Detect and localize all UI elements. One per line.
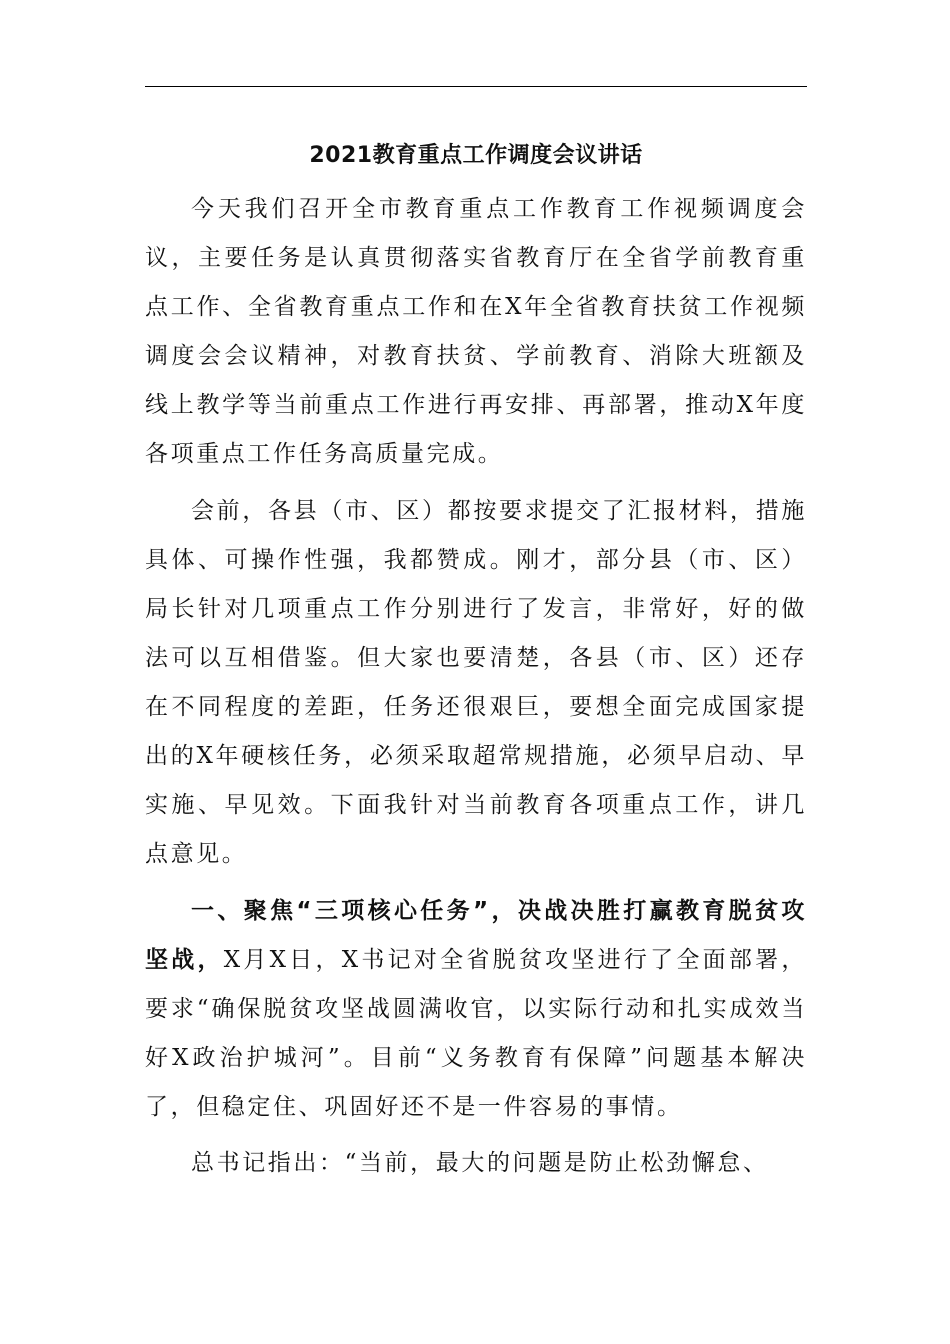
paragraph-3 [145,887,807,1132]
paragraph-4-block [145,1139,807,1188]
paragraph-2-block [145,487,807,879]
paragraph-3-block [145,887,807,1132]
document-title: 2021教育重点工作调度会议讲话 [309,143,643,168]
paragraph-4: 总书记指出：“当前，最大的问题是防止松劲懈怠、 [191,1150,769,1176]
paragraph-1: 今天我们召开全市教育重点工作教育工作视频调度会议，主要任务是认真贯彻落实省教育厅在全省学前教育重点工作、全省教育重点工作和在X年全省教育扶贫工作视频调度会会议精神，对教育扶贫、学前教育、消除大班额及线上教学等当前重点工作进行再安排、再部署，推动X年度各项重点工作任务高质量完成。 [145,196,807,467]
paragraph-1-block [145,185,807,479]
paragraph-2: 会前，各县（市、区）都按要求提交了汇报材料，措施具体、可操作性强，我都赞成。刚才，部分县（市、区）局长针对几项重点工作分别进行了发言，非常好，好的做法可以互相借鉴。但大家也要清楚，各县（市、区）还存在不同程度的差距，任务还很艰巨，要想全面完成国家提出的X年硬核任务，必须采取超常规措施，必须早启动、早实施、早见效。下面我针对当前教育各项重点工作，讲几点意见。 [145,498,807,867]
paragraph-3-body: X月X日，X书记对全省脱贫攻坚进行了全面部署，要求“确保脱贫攻坚战圆满收官，以实际行动和扎实成效当好X政治护城河”。目前“义务教育有保障”问题基本解决了，但稳定住、巩固好还不是一件容易的事情。 [145,947,808,1120]
header-rule [145,86,807,87]
section-heading-1: 一、聚焦“三项核心任务”，决战决胜打赢教育脱贫攻坚战， [145,898,807,973]
